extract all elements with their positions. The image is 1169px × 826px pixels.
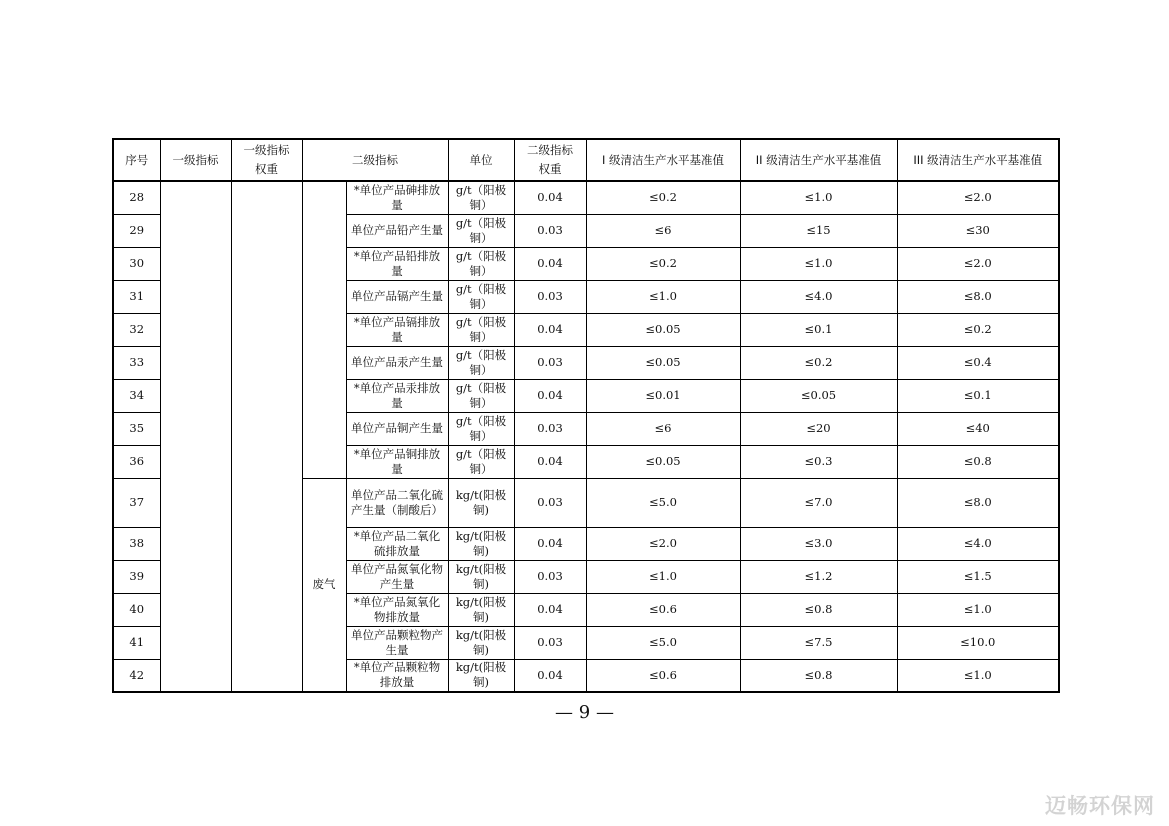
cell-grade3: ≤0.1 xyxy=(897,379,1059,412)
cell-indicator-name: 单位产品二氧化硫产生量（制酸后） xyxy=(346,478,448,527)
cell-grade1: ≤0.2 xyxy=(586,181,740,214)
cell-grade2: ≤0.8 xyxy=(740,593,897,626)
cell-grade1: ≤0.2 xyxy=(586,247,740,280)
cell-grade3: ≤0.2 xyxy=(897,313,1059,346)
header-level2-weight: 二级指标 权重 xyxy=(514,139,586,181)
watermark-logo: 迈畅环保网 xyxy=(1045,794,1155,818)
cell-seq: 42 xyxy=(113,659,160,692)
cell-indicator-name: *单位产品氮氧化物排放量 xyxy=(346,593,448,626)
cell-grade3: ≤40 xyxy=(897,412,1059,445)
cell-indicator-name: *单位产品镉排放量 xyxy=(346,313,448,346)
cell-grade1: ≤2.0 xyxy=(586,527,740,560)
cell-indicator-name: 单位产品镉产生量 xyxy=(346,280,448,313)
cell-grade2: ≤15 xyxy=(740,214,897,247)
cell-weight: 0.03 xyxy=(514,280,586,313)
cell-indicator-name: 单位产品铅产生量 xyxy=(346,214,448,247)
cell-grade2: ≤1.0 xyxy=(740,181,897,214)
cell-seq: 35 xyxy=(113,412,160,445)
cell-seq: 40 xyxy=(113,593,160,626)
cell-grade3: ≤1.0 xyxy=(897,593,1059,626)
cell-grade1: ≤6 xyxy=(586,214,740,247)
cell-grade3: ≤0.4 xyxy=(897,346,1059,379)
cell-grade1: ≤0.6 xyxy=(586,659,740,692)
cell-grade2: ≤0.1 xyxy=(740,313,897,346)
cell-indicator-name: 单位产品颗粒物产生量 xyxy=(346,626,448,659)
cell-grade3: ≤8.0 xyxy=(897,478,1059,527)
header-seq: 序号 xyxy=(113,139,160,181)
cell-unit: g/t（阳极铜） xyxy=(448,280,514,313)
cell-weight: 0.03 xyxy=(514,560,586,593)
cell-unit: g/t（阳极铜） xyxy=(448,247,514,280)
cell-seq: 33 xyxy=(113,346,160,379)
cell-weight: 0.03 xyxy=(514,346,586,379)
cell-grade1: ≤0.01 xyxy=(586,379,740,412)
cell-weight: 0.04 xyxy=(514,181,586,214)
cell-seq: 39 xyxy=(113,560,160,593)
cell-grade3: ≤2.0 xyxy=(897,181,1059,214)
cell-grade2: ≤0.3 xyxy=(740,445,897,478)
cell-grade1: ≤0.05 xyxy=(586,313,740,346)
cell-seq: 30 xyxy=(113,247,160,280)
cell-indicator-name: *单位产品汞排放量 xyxy=(346,379,448,412)
cell-seq: 28 xyxy=(113,181,160,214)
header-level1-weight: 一级指标 权重 xyxy=(231,139,302,181)
cell-seq: 37 xyxy=(113,478,160,527)
cell-weight: 0.04 xyxy=(514,379,586,412)
indicator-table xyxy=(112,138,1060,693)
cell-indicator-name: 单位产品氮氧化物产生量 xyxy=(346,560,448,593)
cell-grade2: ≤1.0 xyxy=(740,247,897,280)
cell-grade1: ≤0.05 xyxy=(586,445,740,478)
cell-seq: 41 xyxy=(113,626,160,659)
cell-indicator-name: *单位产品二氧化硫排放量 xyxy=(346,527,448,560)
cell-seq: 32 xyxy=(113,313,160,346)
cell-seq: 38 xyxy=(113,527,160,560)
cell-unit: kg/t(阳极铜) xyxy=(448,527,514,560)
header-unit: 单位 xyxy=(448,139,514,181)
table-row xyxy=(113,181,1059,214)
cell-weight: 0.04 xyxy=(514,659,586,692)
cell-seq: 31 xyxy=(113,280,160,313)
cell-grade2: ≤4.0 xyxy=(740,280,897,313)
cell-indicator-name: *单位产品铅排放量 xyxy=(346,247,448,280)
cell-weight: 0.03 xyxy=(514,214,586,247)
cell-weight: 0.04 xyxy=(514,445,586,478)
cell-grade2: ≤7.0 xyxy=(740,478,897,527)
cell-grade1: ≤5.0 xyxy=(586,626,740,659)
table-body xyxy=(113,181,1059,692)
header-grade2: II 级清洁生产水平基准值 xyxy=(740,139,897,181)
cell-unit: kg/t(阳极铜) xyxy=(448,593,514,626)
cell-weight: 0.04 xyxy=(514,527,586,560)
cell-unit: g/t（阳极铜） xyxy=(448,346,514,379)
cell-unit: g/t（阳极铜） xyxy=(448,445,514,478)
cell-unit: kg/t(阳极铜) xyxy=(448,626,514,659)
cell-grade2: ≤0.05 xyxy=(740,379,897,412)
cell-grade2: ≤0.2 xyxy=(740,346,897,379)
cell-grade1: ≤6 xyxy=(586,412,740,445)
cell-level1 xyxy=(160,181,231,692)
cell-indicator-name: 单位产品汞产生量 xyxy=(346,346,448,379)
cell-weight: 0.04 xyxy=(514,313,586,346)
header-level2: 二级指标 xyxy=(302,139,448,181)
cell-weight: 0.03 xyxy=(514,626,586,659)
cell-grade3: ≤0.8 xyxy=(897,445,1059,478)
cell-unit: g/t（阳极铜） xyxy=(448,181,514,214)
header-row xyxy=(113,139,1059,181)
cell-grade3: ≤30 xyxy=(897,214,1059,247)
page-number: — 9 — xyxy=(555,702,614,723)
cell-group-gas: 废气 xyxy=(302,478,346,692)
cell-grade1: ≤0.6 xyxy=(586,593,740,626)
cell-grade3: ≤4.0 xyxy=(897,527,1059,560)
cell-grade3: ≤10.0 xyxy=(897,626,1059,659)
cell-grade2: ≤7.5 xyxy=(740,626,897,659)
cell-weight: 0.03 xyxy=(514,412,586,445)
cell-grade3: ≤2.0 xyxy=(897,247,1059,280)
cell-unit: g/t（阳极铜） xyxy=(448,412,514,445)
cell-grade1: ≤1.0 xyxy=(586,560,740,593)
header-grade3: III 级清洁生产水平基准值 xyxy=(897,139,1059,181)
cell-unit: kg/t(阳极铜) xyxy=(448,659,514,692)
cell-weight: 0.04 xyxy=(514,247,586,280)
cell-grade3: ≤1.5 xyxy=(897,560,1059,593)
cell-grade1: ≤1.0 xyxy=(586,280,740,313)
cell-grade1: ≤5.0 xyxy=(586,478,740,527)
cell-unit: g/t（阳极铜） xyxy=(448,379,514,412)
cell-grade1: ≤0.05 xyxy=(586,346,740,379)
cell-unit: g/t（阳极铜） xyxy=(448,313,514,346)
cell-indicator-name: *单位产品颗粒物排放量 xyxy=(346,659,448,692)
cell-grade2: ≤0.8 xyxy=(740,659,897,692)
cell-weight: 0.04 xyxy=(514,593,586,626)
cell-grade2: ≤3.0 xyxy=(740,527,897,560)
cell-unit: g/t（阳极铜） xyxy=(448,214,514,247)
cell-grade3: ≤8.0 xyxy=(897,280,1059,313)
header-level1: 一级指标 xyxy=(160,139,231,181)
cell-indicator-name: *单位产品砷排放量 xyxy=(346,181,448,214)
cell-indicator-name: *单位产品铜排放量 xyxy=(346,445,448,478)
cell-group-water xyxy=(302,181,346,478)
cell-grade2: ≤1.2 xyxy=(740,560,897,593)
cell-indicator-name: 单位产品铜产生量 xyxy=(346,412,448,445)
cell-weight: 0.03 xyxy=(514,478,586,527)
cell-grade3: ≤1.0 xyxy=(897,659,1059,692)
cell-seq: 29 xyxy=(113,214,160,247)
cell-level1-weight xyxy=(231,181,302,692)
cell-unit: kg/t(阳极铜) xyxy=(448,478,514,527)
cell-unit: kg/t(阳极铜) xyxy=(448,560,514,593)
cell-grade2: ≤20 xyxy=(740,412,897,445)
header-grade1: I 级清洁生产水平基准值 xyxy=(586,139,740,181)
cell-seq: 34 xyxy=(113,379,160,412)
cell-seq: 36 xyxy=(113,445,160,478)
